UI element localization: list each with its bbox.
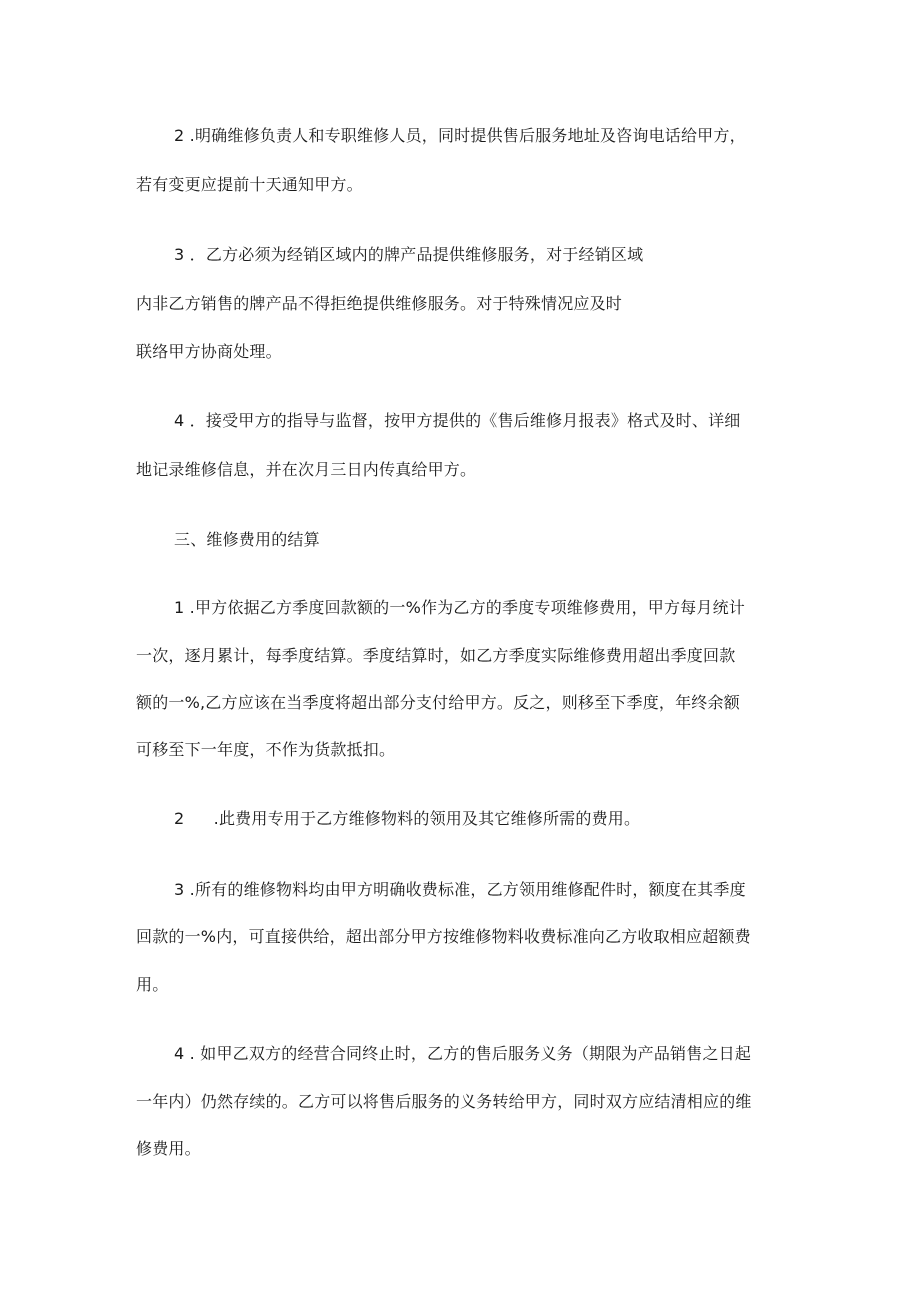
- item-number: 4: [174, 411, 185, 430]
- line-text: 联络甲方协商处理。: [136, 342, 282, 361]
- item-number: 3: [174, 880, 185, 899]
- line-text: . 如甲乙双方的经营合同终止时，乙方的售后服务义务（期限为产品销售之日起: [184, 1044, 752, 1063]
- settlement-2-line-1: [174, 808, 640, 830]
- settlement-1-line-1: [174, 597, 745, 619]
- line-text: 修费用。: [136, 1139, 201, 1158]
- paragraph-3-line-1: [174, 244, 643, 266]
- line-text: 额的一%,乙方应该在当季度将超出部分支付给甲方。反之，则移至下季度，年终余额: [136, 693, 740, 712]
- paragraph-4-line-2: [136, 459, 476, 481]
- line-text: 可移至下一年度，不作为货款抵扣。: [136, 740, 396, 759]
- paragraph-2-line-2: [136, 174, 363, 196]
- item-number: 1: [174, 598, 185, 617]
- settlement-1-line-3: [136, 692, 740, 714]
- line-text: 一年内）仍然存续的。乙方可以将售后服务的义务转给甲方，同时双方应结清相应的维: [136, 1092, 752, 1111]
- item-number: 3: [174, 245, 185, 264]
- line-text: 一次，逐月累计，每季度结算。季度结算时，如乙方季度实际维修费用超出季度回款: [136, 646, 736, 665]
- paragraph-2-line-1: [174, 125, 746, 147]
- item-number: 4: [174, 1044, 185, 1063]
- line-text: 回款的一%内，可直接供给，超出部分甲方按维修物料收费标准向乙方收取相应超额费: [136, 927, 751, 946]
- settlement-3-line-2: [136, 926, 751, 948]
- line-text: 内非乙方销售的牌产品不得拒绝提供维修服务。对于特殊情况应及时: [136, 294, 623, 313]
- paragraph-4-line-1: [174, 410, 740, 432]
- paragraph-3-line-3: [136, 341, 282, 363]
- item-number: 2: [174, 126, 185, 145]
- item-number: 2: [174, 809, 185, 828]
- settlement-3-line-3: [136, 974, 168, 996]
- line-text: .此费用专用于乙方维修物料的领用及其它维修所需的费用。: [208, 809, 641, 828]
- paragraph-3-line-2: [136, 293, 622, 315]
- settlement-1-line-2: [136, 645, 735, 667]
- line-text: ．接受甲方的指导与监督，按甲方提供的《售后维修月报表》格式及时、详细: [184, 411, 741, 430]
- line-text: 若有变更应提前十天通知甲方。: [136, 175, 363, 194]
- settlement-4-line-2: [136, 1091, 752, 1113]
- line-text: 地记录维修信息，并在次月三日内传真给甲方。: [136, 460, 477, 479]
- line-text: 用。: [136, 975, 169, 994]
- line-text: .明确维修负责人和专职维修人员，同时提供售后服务地址及咨询电话给甲方，: [184, 126, 746, 145]
- section-heading: [174, 529, 320, 551]
- line-text: ．乙方必须为经销区域内的牌产品提供维修服务，对于经销区域: [184, 245, 644, 264]
- settlement-4-line-1: [174, 1043, 751, 1065]
- line-text: .甲方依据乙方季度回款额的一%作为乙方的季度专项维修费用，甲方每月统计: [184, 598, 745, 617]
- settlement-3-line-1: [174, 879, 746, 901]
- heading-text: 三、维修费用的结算: [174, 530, 320, 549]
- line-text: .所有的维修物料均由甲方明确收费标准，乙方领用维修配件时，额度在其季度: [184, 880, 746, 899]
- settlement-4-line-3: [136, 1138, 201, 1160]
- settlement-1-line-4: [136, 739, 395, 761]
